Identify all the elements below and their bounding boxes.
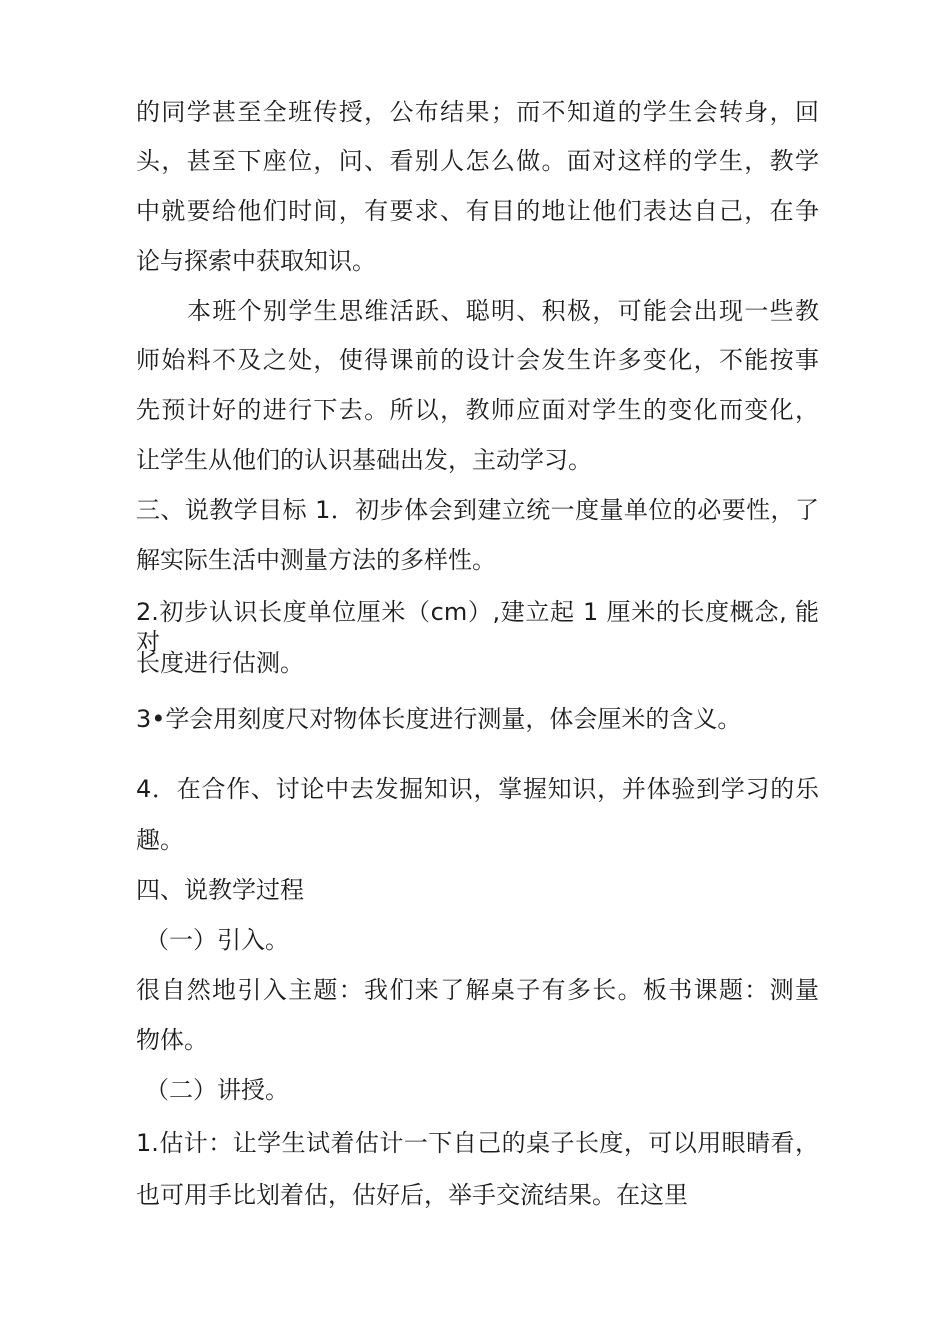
text-line-19: 物体。 (136, 1026, 208, 1054)
text-line-7: 先预计好的进行下去。所以，教师应面对学生的变化而变化， (136, 396, 819, 424)
text-line-15: 趣。 (136, 826, 184, 854)
text-line-4: 论与探索中获取知识。 (136, 247, 376, 275)
objective-4-line: 4．在合作、讨论中去发掘知识，掌握知识，并体验到学习的乐 (136, 775, 819, 803)
section-heading-process: 四、说教学过程 (136, 876, 304, 904)
text-line-18: 很自然地引入主题：我们来了解桌子有多长。板书课题：测量 (136, 976, 819, 1004)
text-line-8: 让学生从他们的认识基础出发，主动学习。 (136, 446, 592, 474)
text-line-2: 头，甚至下座位，问、看别人怎么做。面对这样的学生，教学 (136, 147, 819, 175)
objective-3-line: 3•学会用刻度尺对物体长度进行测量，体会厘米的含义。 (136, 705, 742, 733)
subheading-intro: （一）引入。 (145, 926, 289, 954)
text-line-6: 师始料不及之处，使得课前的设计会发生许多变化，不能按事 (136, 346, 819, 374)
text-line-3: 中就要给他们时间，有要求、有目的地让他们表达自己，在争 (136, 197, 819, 225)
text-line-22: 也可用手比划着估，估好后，举手交流结果。在这里 (136, 1181, 688, 1209)
section-heading-objectives: 三、说教学目标 1．初步体会到建立统一度量单位的必要性，了 (136, 496, 819, 524)
text-line-1: 的同学甚至全班传授，公布结果；而不知道的学生会转身，回 (136, 98, 819, 126)
estimate-line: 1.估计：让学生试着估计一下自己的桌子长度，可以用眼睛看， (136, 1129, 819, 1157)
objective-2-line: 2.初步认识长度单位厘米（cm）,建立起 1 厘米的长度概念, 能对 (136, 598, 819, 656)
paragraph-indent-line: 本班个别学生思维活跃、聪明、积极，可能会出现一些教 (187, 297, 819, 325)
text-line-10: 解实际生活中测量方法的多样性。 (136, 546, 496, 574)
text-line-12: 长度进行估测。 (136, 649, 304, 677)
subheading-teaching: （二）讲授。 (145, 1076, 289, 1104)
